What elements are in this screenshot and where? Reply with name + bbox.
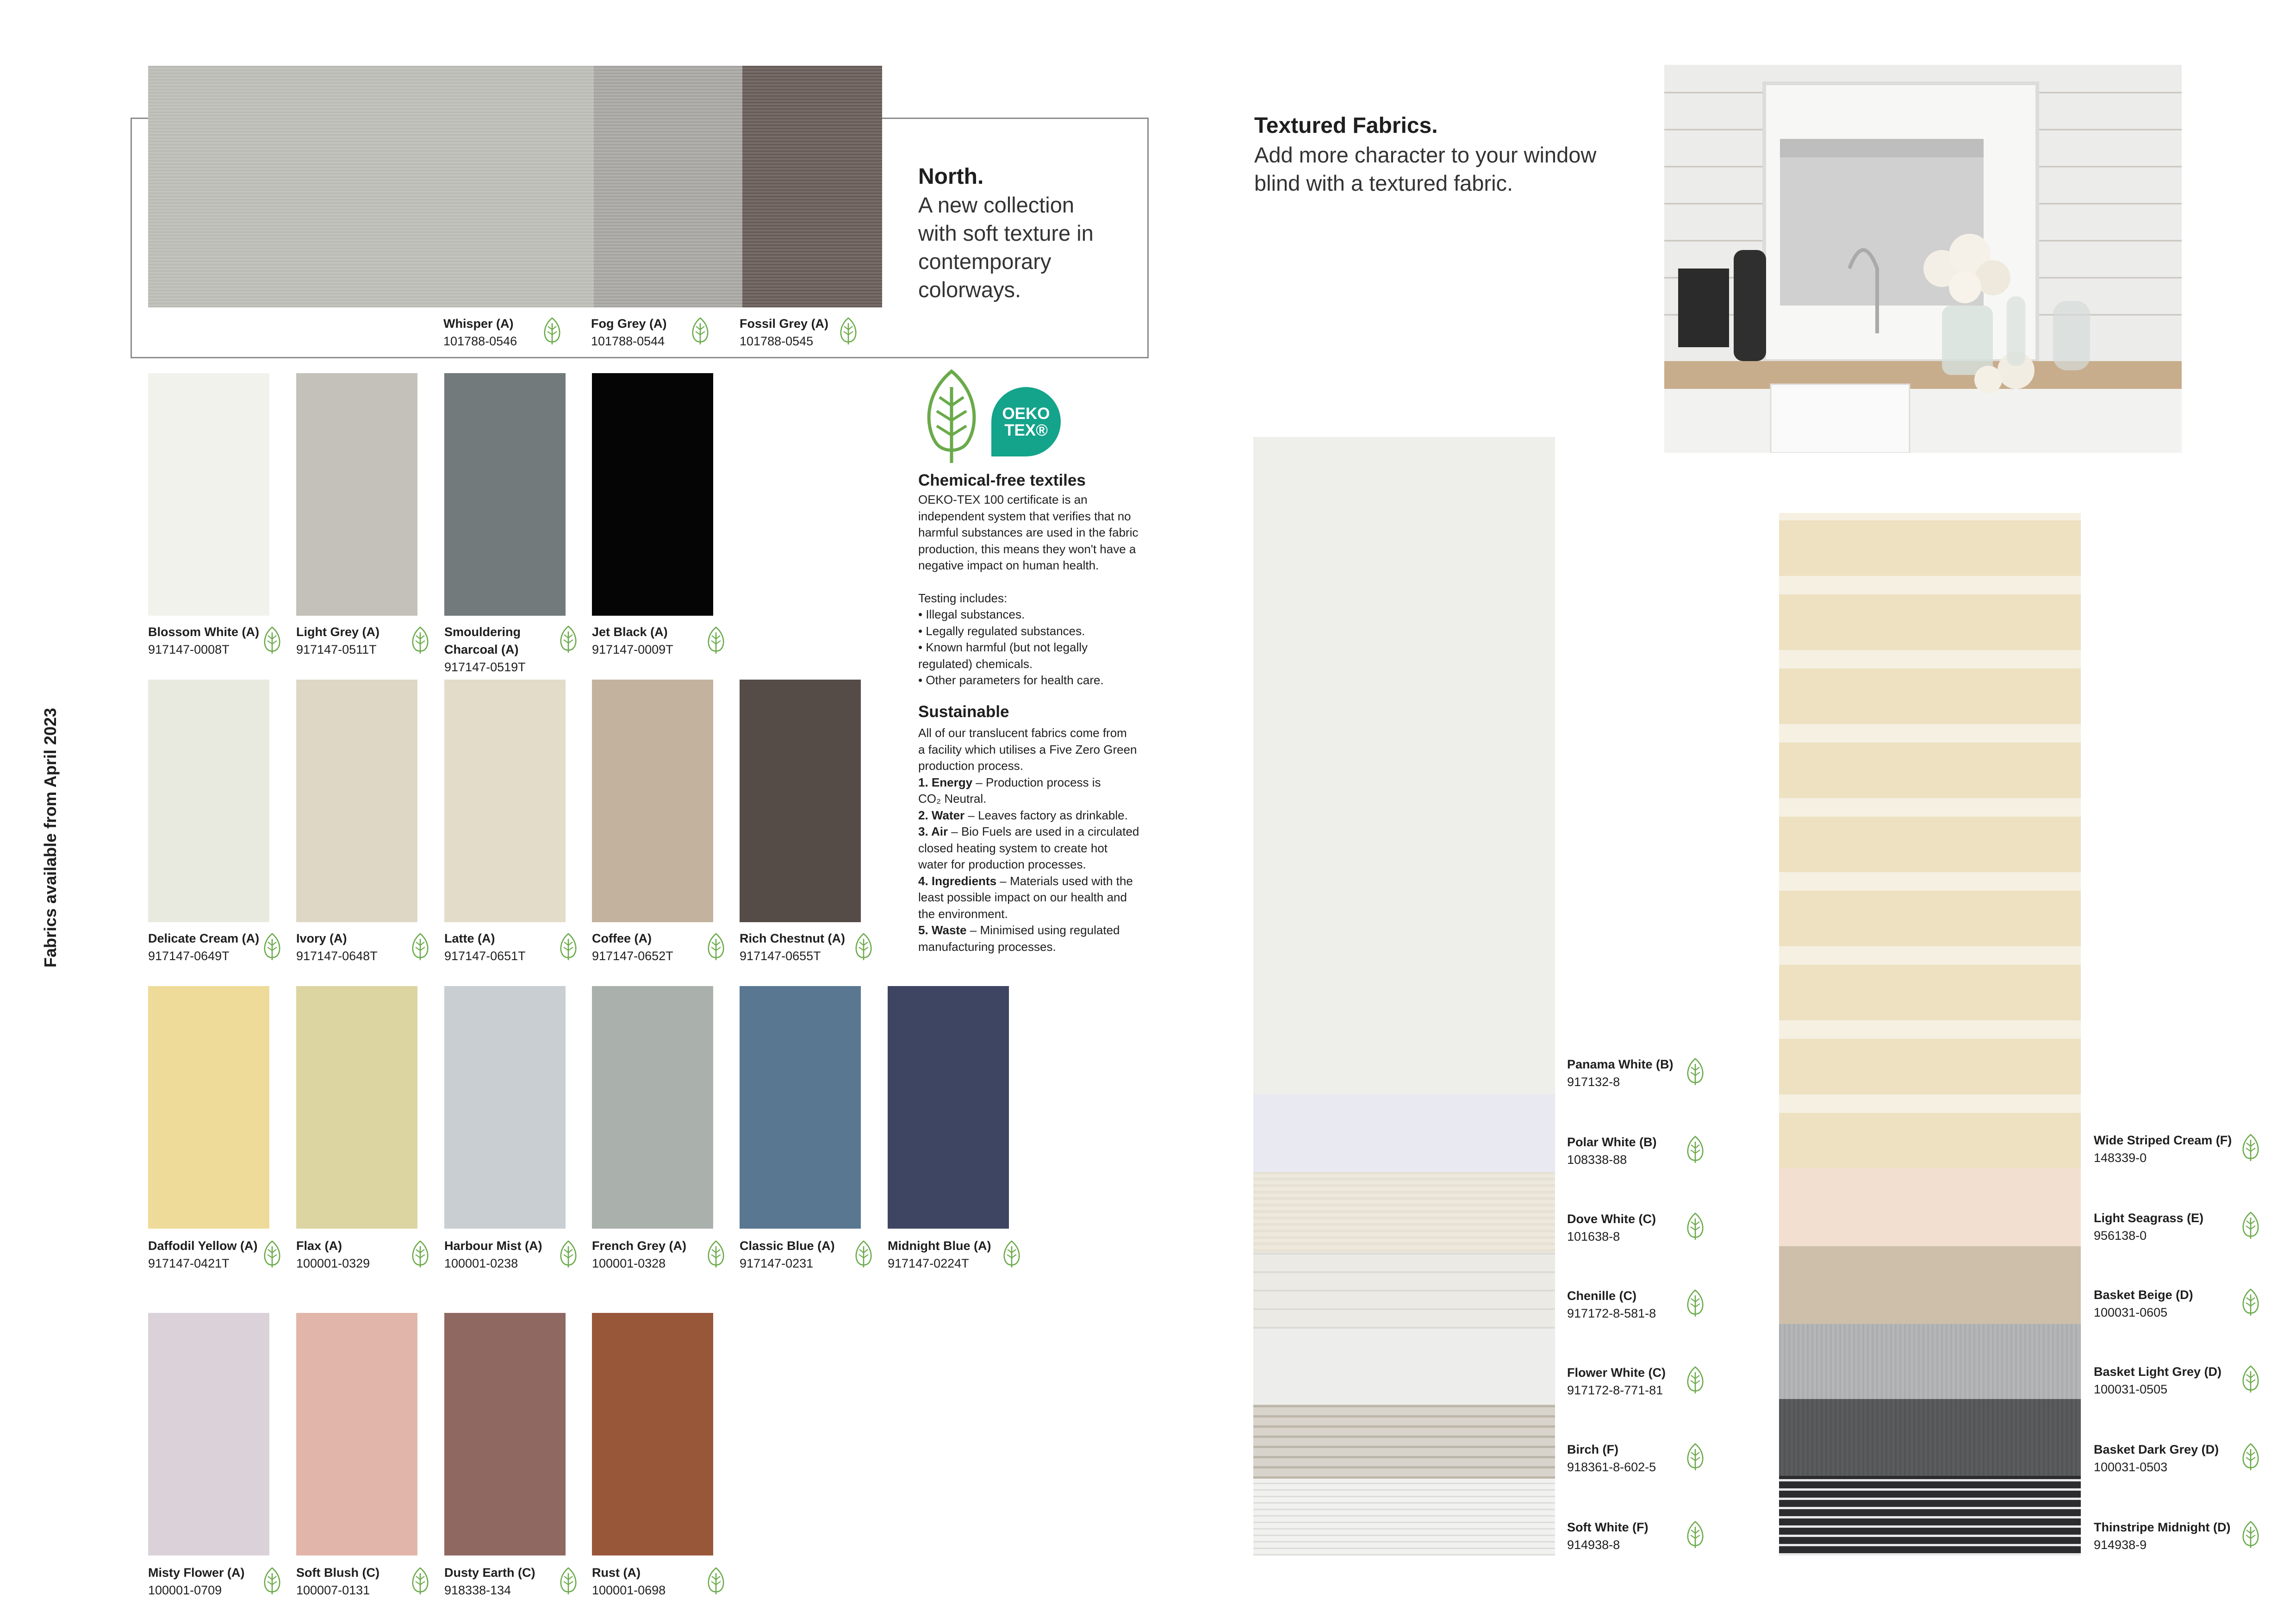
eco-leaf-icon [1685, 1520, 1706, 1549]
fabric-code: 917132-8 [1567, 1075, 1620, 1089]
eco-leaf-icon [838, 317, 859, 345]
sustainable-body [918, 725, 1139, 955]
swatch-name: Smouldering [444, 625, 521, 639]
eco-leaf-icon [2240, 1365, 2261, 1393]
textured-subtitle [1254, 141, 1596, 197]
sustainable-point [918, 824, 1139, 840]
sustainable-point-label: 1. Energy [918, 775, 973, 789]
cert-intro-line: negative impact on human health. [918, 558, 1099, 572]
fabric-code: 148339-0 [2094, 1151, 2147, 1165]
swatch-label [592, 1564, 666, 1599]
fabric-name: Basket Light Grey (D) [2094, 1365, 2222, 1379]
kitchen-photo [1664, 65, 2182, 453]
fabric-label [1567, 1441, 1656, 1476]
fabric-label [1567, 1364, 1666, 1399]
eco-leaf-icon [410, 932, 431, 961]
fabric-polar-white [1253, 1094, 1555, 1172]
fabric-label [1567, 1056, 1674, 1091]
swatch-name: Rust (A) [592, 1566, 641, 1580]
eco-leaf-icon [558, 1240, 579, 1268]
testing-item: regulated) chemicals. [918, 656, 1033, 671]
fabric-panama-white [1253, 437, 1555, 1094]
swatch-jet-black [592, 373, 713, 616]
eco-leaf-icon [1685, 1443, 1706, 1471]
fabric-code: 914938-9 [2094, 1538, 2147, 1552]
fabric-code: 100031-0605 [2094, 1305, 2168, 1319]
eco-leaf-icon [705, 1567, 727, 1595]
fabric-thinstripe-midnight [1779, 1476, 2081, 1555]
swatch-latte [444, 680, 566, 922]
fabric-label [2094, 1131, 2232, 1167]
availability-note: Fabrics available from April 2023 [41, 708, 60, 968]
cert-intro-line: harmful substances are used in the fabric [918, 525, 1139, 539]
leaf-logo-icon [922, 369, 981, 465]
eco-leaf-icon [853, 932, 874, 961]
cert-intro-line: production, this means they won't have a [918, 542, 1136, 556]
fabric-name: Thinstripe Midnight (D) [2094, 1520, 2231, 1534]
sustainable-point-label: 5. Waste [918, 923, 967, 937]
fabric-chenille [1253, 1252, 1555, 1329]
fabric-name: Basket Dark Grey (D) [2094, 1443, 2219, 1456]
swatch-label [296, 623, 380, 658]
fabric-code: 101638-8 [1567, 1230, 1620, 1243]
fabric-name: Flower White (C) [1567, 1366, 1666, 1380]
fabric-code: 100031-0505 [2094, 1382, 2168, 1396]
fabric-name: Dove White (C) [1567, 1212, 1656, 1226]
swatch-code: 917147-0224T [888, 1256, 969, 1270]
sustainable-point-text: least possible impact on our health and [918, 890, 1127, 904]
sustainable-intro-line: production process. [918, 759, 1023, 773]
fabric-basket-light-grey [1779, 1324, 2081, 1399]
eco-leaf-icon [1685, 1135, 1706, 1164]
swatch-name: Midnight Blue (A) [888, 1239, 991, 1253]
swatch-code: 917147-0511T [296, 643, 377, 656]
fabric-label [2094, 1209, 2203, 1244]
swatch-label [592, 1237, 686, 1272]
cert-body [918, 492, 1138, 689]
swatch-name: Soft Blush (C) [296, 1566, 380, 1580]
eco-leaf-icon [541, 317, 563, 345]
sustainable-point-label: 2. Water [918, 808, 965, 822]
swatch-code: 917147-0421T [148, 1256, 230, 1270]
swatch-label [592, 623, 673, 658]
eco-leaf-icon [2240, 1133, 2261, 1162]
eco-leaf-icon [410, 1240, 431, 1268]
fabric-name: Light Seagrass (E) [2094, 1211, 2204, 1225]
swatch-name: Latte (A) [444, 931, 495, 945]
testing-item: • Other parameters for health care. [918, 673, 1104, 687]
swatch-code: 917147-0519T [444, 660, 526, 674]
eco-leaf-icon [2240, 1443, 2261, 1471]
fabric-code: 956138-0 [2094, 1229, 2147, 1243]
north-swatch-fossil-grey [742, 66, 882, 307]
swatch-rust [592, 1313, 713, 1555]
eco-leaf-icon [2240, 1520, 2261, 1549]
swatch-code: 100001-0709 [148, 1583, 222, 1597]
swatch-midnight-blue [888, 986, 1009, 1229]
swatch-classic-blue [740, 986, 861, 1229]
eco-leaf-icon [558, 625, 579, 654]
swatch-name: Light Grey (A) [296, 625, 380, 639]
swatch-name: Rich Chestnut (A) [740, 931, 845, 945]
swatch-smouldering-charcoal [444, 373, 566, 616]
swatch-label [740, 1237, 835, 1272]
sustainable-point [918, 775, 1139, 791]
textured-title: Textured Fabrics. [1254, 113, 1438, 138]
swatch-label [296, 1564, 380, 1599]
swatch-coffee [592, 680, 713, 922]
textured-subtitle-line1: Add more character to your window [1254, 143, 1597, 167]
fabric-basket-beige [1779, 1246, 2081, 1324]
oeko-tex-text-line2: TEX® [1004, 421, 1048, 439]
north-title: North. [918, 164, 984, 189]
fabric-label [1567, 1210, 1656, 1245]
swatch-code: 917147-0648T [296, 949, 378, 963]
fabric-label [2094, 1363, 2221, 1398]
fabric-light-seagrass [1779, 1168, 2081, 1246]
swatch-code: 917147-0651T [444, 949, 526, 963]
swatch-name: French Grey (A) [592, 1239, 687, 1253]
swatch-code: 100007-0131 [296, 1583, 370, 1597]
sustainable-heading: Sustainable [918, 703, 1009, 721]
swatch-label [148, 623, 259, 658]
swatch-code: 917147-0231 [740, 1256, 814, 1270]
fabric-code: 917172-8-581-8 [1567, 1306, 1656, 1320]
swatch-label [888, 1237, 991, 1272]
swatch-label [148, 1237, 258, 1272]
fabric-label [1567, 1133, 1657, 1168]
eco-leaf-icon [261, 626, 283, 655]
swatch-light-grey [296, 373, 417, 616]
textured-subtitle-line2: blind with a textured fabric. [1254, 171, 1513, 195]
north-label-fog-grey: Fog Grey (A) 101788-0544 [591, 317, 667, 348]
eco-leaf-icon [853, 1240, 874, 1268]
fabric-code: 918361-8-602-5 [1567, 1460, 1656, 1474]
fabric-name: Chenille (C) [1567, 1289, 1637, 1303]
fabric-label [2094, 1518, 2230, 1554]
fabric-dove-white [1253, 1172, 1555, 1252]
fabric-name: Wide Striped Cream (F) [2094, 1133, 2232, 1147]
kitchen-photo-illustration [1664, 65, 2182, 453]
sustainable-point [918, 807, 1139, 824]
sustainable-point-text: – Production process is [972, 775, 1101, 789]
eco-leaf-icon [2240, 1288, 2261, 1317]
swatch-code: 917147-0655T [740, 949, 821, 963]
swatch-code: 917147-0649T [148, 949, 230, 963]
fabric-label [1567, 1518, 1648, 1554]
swatch-soft-blush [296, 1313, 417, 1555]
fabric-label [2094, 1286, 2193, 1321]
eco-leaf-icon [1685, 1366, 1706, 1394]
fabric-code: 917172-8-771-81 [1567, 1383, 1663, 1397]
swatch-blossom-white [148, 373, 269, 616]
eco-leaf-icon [410, 626, 431, 655]
swatch-code: 100001-0698 [592, 1583, 666, 1597]
swatch-name: Dusty Earth (C) [444, 1566, 535, 1580]
fabric-name: Polar White (B) [1567, 1135, 1657, 1149]
testing-item: • Legally regulated substances. [918, 624, 1085, 638]
swatch-daffodil-yellow [148, 986, 269, 1229]
eco-leaf-icon [261, 932, 283, 961]
swatch-dusty-earth [444, 1313, 566, 1555]
sustainable-point-label: 3. Air [918, 824, 948, 838]
swatch-delicate-cream [148, 680, 269, 922]
fabric-flower-white [1253, 1329, 1555, 1405]
fabric-wide-striped-cream [1779, 513, 2081, 1168]
eco-leaf-icon [261, 1240, 283, 1268]
fabric-name: Panama White (B) [1567, 1057, 1674, 1071]
swatch-code: 100001-0238 [444, 1256, 518, 1270]
fabric-label [2094, 1441, 2219, 1476]
eco-leaf-icon [2240, 1211, 2261, 1240]
cert-heading: Chemical-free textiles [918, 471, 1086, 489]
swatch-harbour-mist [444, 986, 566, 1229]
swatch-code: 100001-0328 [592, 1256, 666, 1270]
swatch-name: Jet Black (A) [592, 625, 668, 639]
eco-leaf-icon [705, 1240, 727, 1268]
sustainable-point-text: manufacturing processes. [918, 939, 1056, 954]
sustainable-point-text: the environment. [918, 906, 1008, 921]
swatch-label [444, 623, 526, 676]
sustainable-point-text: CO₂ Neutral. [918, 792, 987, 806]
swatch-flax [296, 986, 417, 1229]
swatch-code: 917147-0008T [148, 643, 230, 656]
fabric-soft-white [1253, 1479, 1555, 1555]
fabric-code: 914938-8 [1567, 1538, 1620, 1552]
eco-leaf-icon [1001, 1240, 1022, 1268]
testing-heading: Testing includes: [918, 591, 1008, 605]
swatch-name: Flax (A) [296, 1239, 342, 1253]
swatch-name: Blossom White (A) [148, 625, 259, 639]
swatch-french-grey [592, 986, 713, 1229]
sustainable-point [918, 922, 1139, 939]
swatch-name: Ivory (A) [296, 931, 347, 945]
swatch-label [740, 930, 845, 965]
cert-intro-line: OEKO-TEX 100 certificate is an [918, 493, 1088, 506]
swatch-name-line2: Charcoal (A) [444, 643, 519, 656]
north-label-fossil-grey: Fossil Grey (A) 101788-0545 [740, 317, 829, 348]
swatch-code: 917147-0652T [592, 949, 673, 963]
cert-intro-line: independent system that verifies that no [918, 509, 1131, 523]
fabric-code: 100031-0503 [2094, 1460, 2168, 1474]
fabric-basket-dark-grey [1779, 1399, 2081, 1476]
swatch-label [444, 1237, 542, 1272]
swatch-name: Classic Blue (A) [740, 1239, 835, 1253]
sustainable-point-text: – Bio Fuels are used in a circulated [948, 824, 1139, 838]
fabric-name: Basket Beige (D) [2094, 1288, 2193, 1302]
swatch-label [444, 930, 526, 965]
testing-item: • Known harmful (but not legally [918, 640, 1088, 654]
sustainable-intro-line: a facility which utilises a Five Zero Green [918, 742, 1137, 756]
swatch-ivory [296, 680, 417, 922]
swatch-name: Delicate Cream (A) [148, 931, 260, 945]
fabric-name: Birch (F) [1567, 1443, 1618, 1456]
swatch-name: Daffodil Yellow (A) [148, 1239, 258, 1253]
sustainable-point-text: – Materials used with the [996, 874, 1133, 888]
sustainable-point [918, 873, 1139, 890]
oeko-tex-badge [991, 387, 1061, 456]
sustainable-point-label: 4. Ingredients [918, 874, 997, 888]
eco-leaf-icon [705, 932, 727, 961]
swatch-code: 100001-0329 [296, 1256, 370, 1270]
swatch-label [148, 1564, 245, 1599]
eco-leaf-icon [261, 1567, 283, 1595]
swatch-label [592, 930, 673, 965]
eco-leaf-icon [1685, 1057, 1706, 1086]
north-swatch-strip [148, 66, 882, 307]
sustainable-point-text: – Minimised using regulated [966, 923, 1120, 937]
north-label-whisper: Whisper (A) 101788-0546 [443, 317, 517, 348]
sustainable-point-text: – Leaves factory as drinkable. [964, 808, 1128, 822]
testing-item: • Illegal substances. [918, 607, 1025, 621]
swatch-code: 918338-134 [444, 1583, 511, 1597]
eco-leaf-icon [690, 317, 711, 345]
eco-leaf-icon [705, 626, 727, 655]
north-swatch-whisper [148, 66, 594, 307]
swatch-name: Misty Flower (A) [148, 1566, 245, 1580]
swatch-name: Coffee (A) [592, 931, 652, 945]
swatch-name: Harbour Mist (A) [444, 1239, 542, 1253]
north-description: A new collection with soft texture in contemporary colorways. [918, 193, 1094, 302]
eco-leaf-icon [1685, 1212, 1706, 1241]
eco-leaf-icon [558, 932, 579, 961]
eco-leaf-icon [1685, 1289, 1706, 1318]
sustainable-intro-line: All of our translucent fabrics come from [918, 726, 1127, 740]
swatch-label [444, 1564, 535, 1599]
fabric-label [1567, 1287, 1656, 1322]
eco-leaf-icon [558, 1567, 579, 1595]
oeko-tex-text-line1: OEKO [1002, 405, 1050, 423]
swatch-code: 917147-0009T [592, 643, 673, 656]
sustainable-point-text: water for production processes. [918, 857, 1086, 871]
sustainable-point-text: closed heating system to create hot [918, 841, 1108, 855]
swatch-label [296, 1237, 370, 1272]
fabric-code: 108338-88 [1567, 1153, 1627, 1167]
swatch-rich-chestnut [740, 680, 861, 922]
fabric-birch [1253, 1405, 1555, 1479]
north-swatch-fog-grey [594, 66, 742, 307]
swatch-misty-flower [148, 1313, 269, 1555]
eco-leaf-icon [410, 1567, 431, 1595]
fabric-name: Soft White (F) [1567, 1520, 1649, 1534]
swatch-label [296, 930, 378, 965]
swatch-label [148, 930, 259, 965]
